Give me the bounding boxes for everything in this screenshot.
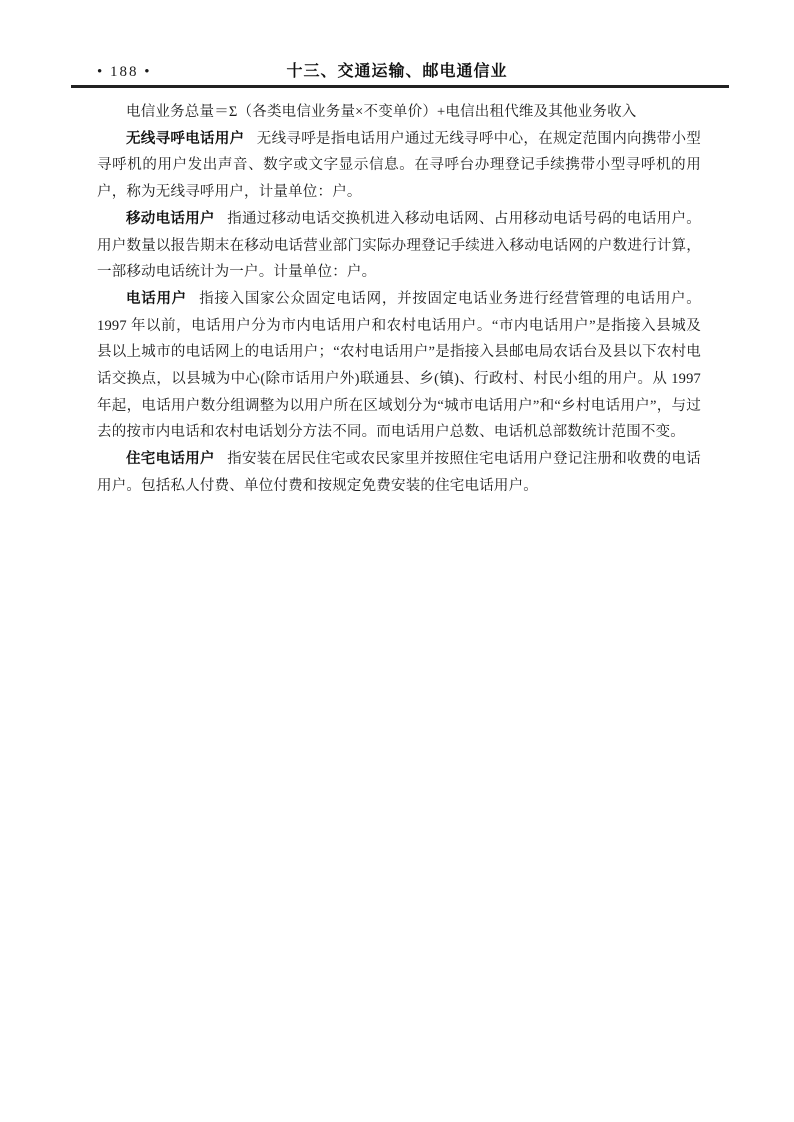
definition-term: 移动电话用户: [126, 210, 215, 227]
definition-paragraph-telephone-subscribers: [97, 286, 701, 446]
definition-text: 指安装在居民住宅或农民家里并按照住宅电话用户登记注册和收费的电话用户。包括私人付费、单位付费和按规定免费安装的住宅电话用户。: [97, 451, 702, 494]
page-number: • 188 •: [97, 64, 152, 80]
chapter-title: 十三、交通运输、邮电通信业: [286, 63, 508, 80]
definition-text: 无线寻呼是指电话用户通过无线寻呼中心，在规定范围内向携带小型寻呼机的用户发出声音、数字或文字显示信息。在寻呼台办理登记手续携带小型寻呼机的用户，称为无线寻呼用户，计量单位：户。: [97, 130, 701, 201]
definition-text: 指通过移动电话交换机进入移动电话网、占用移动电话号码的电话用户。用户数量以报告期末在移动电话营业部门实际办理登记手续进入移动电话网的户数进行计算，一部移动电话统计为一户。计量单位：户。: [97, 210, 702, 281]
definition-paragraph-wireless-paging: [97, 126, 701, 206]
definition-paragraph-mobile-phone: [97, 206, 701, 286]
definition-term: 无线寻呼电话用户: [126, 130, 245, 147]
header-rule: [71, 85, 729, 88]
formula-line: 电信业务总量＝Σ（各类电信业务量×不变单价）+电信出租代维及其他业务收入: [126, 104, 637, 120]
document-body: [97, 99, 701, 500]
definition-term: 电话用户: [126, 290, 187, 307]
definition-paragraph-residential-phone: [97, 446, 701, 499]
definition-term: 住宅电话用户: [126, 451, 215, 468]
page-header: [0, 61, 794, 83]
definition-text: 指接入国家公众固定电话网，并按固定电话业务进行经营管理的电话用户。1997 年以前，电话用户分为市内电话用户和农村电话用户。“市内电话用户”是指接入县城及县以上城市的电话网上的电话用户；“农村电话用户”是指接入县邮电局农话台及县以下农村电话交换点，以县城为中心(除市话用户外)联通县、乡(镇)、行政村、村民小组的用户。从 1997 年起，电话用户数分组调整为以用户所在区域划分为“城市电话用户”和“乡村电话用户”，与过去的按市内电话和农村电话划分方法不同。而电话用户总数、电话机总部数统计范围不变。: [97, 290, 701, 441]
